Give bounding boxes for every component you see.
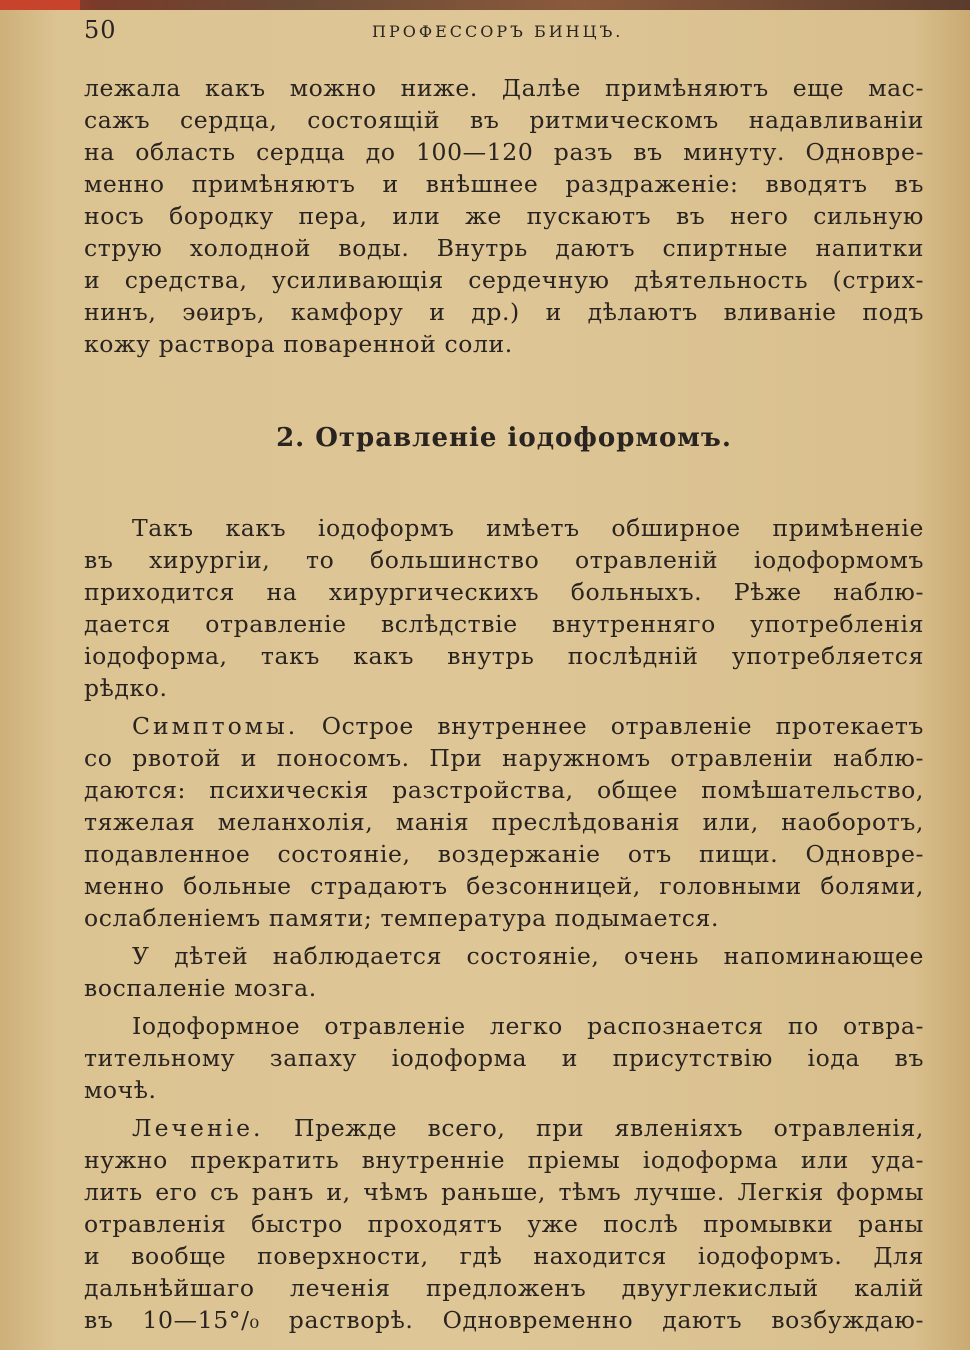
text-line: нужно прекратить внутренніе пріемы іодоформа или уда-: [84, 1146, 924, 1174]
text-line: нинъ, эѳиръ, камфору и др.) и дѣлаютъ вливаніе подъ: [84, 298, 924, 326]
text-line: [84, 1112, 924, 1144]
text-line: струю холодной воды. Внутрь даютъ спиртные напитки: [84, 234, 924, 262]
text-line: на область сердца до 100—120 разъ въ минуту. Одновре-: [84, 138, 924, 166]
text-line: воспаленіе мозга.: [84, 974, 317, 1002]
text-line: въ хирургіи, то большинство отравленій іодоформомъ: [84, 546, 924, 574]
text-line: даются: психическія разстройства, общее помѣшательство,: [84, 776, 924, 804]
page-top-edge: [0, 0, 970, 10]
section-title: 2. Отравленіе іодоформомъ.: [276, 423, 732, 453]
text-line: сажъ сердца, состоящій въ ритмическомъ надавливаніи: [84, 106, 924, 134]
text-line: дальнѣйшаго леченія предложенъ двууглекислый калій: [84, 1274, 924, 1302]
text-fragment: Острое внутреннее отравленіе протекаетъ: [298, 712, 924, 740]
symptoms-heading: Симптомы.: [132, 712, 299, 740]
text-line: [84, 710, 924, 742]
text-line: Такъ какъ іодоформъ имѣетъ обширное примѣненіе: [132, 514, 924, 542]
paragraph-diagnosis: [84, 1010, 924, 1106]
text-line: носъ бородку пера, или же пускаютъ въ него сильную: [84, 202, 924, 230]
running-head: ПРОФЕССОРЪ БИНЦЪ.: [372, 22, 624, 41]
paragraph-1: [84, 72, 924, 360]
text-line: менно больные страдаютъ безсонницей, головными болями,: [84, 872, 924, 900]
text-line: отравленія быстро проходятъ уже послѣ промывки раны: [84, 1210, 924, 1238]
text-line: со рвотой и поносомъ. При наружномъ отравленіи наблю-: [84, 744, 924, 772]
text-line: въ 10—15°/₀ растворѣ. Одновременно даютъ возбуждаю-: [84, 1306, 924, 1334]
text-fragment: Прежде всего, при явленіяхъ отравленія,: [263, 1114, 924, 1142]
text-line: приходится на хирургическихъ больныхъ. Рѣже наблю-: [84, 578, 924, 606]
page-number: 50: [84, 16, 117, 44]
text-line: тительному запаху іодоформа и присутствію іода въ: [84, 1044, 924, 1072]
treatment-heading: Леченіе.: [132, 1114, 264, 1142]
text-line: рѣдко.: [84, 674, 168, 702]
paragraph-treatment: [84, 1112, 924, 1336]
text-line: и вообще поверхности, гдѣ находится іодоформъ. Для: [84, 1242, 924, 1270]
text-line: лежала какъ можно ниже. Далѣе примѣняютъ еще мас-: [84, 74, 924, 102]
paragraph-2: [84, 512, 924, 704]
text-line: дается отравленіе вслѣдствіе внутренняго употребленія: [84, 610, 924, 638]
paragraph-symptoms: [84, 710, 924, 934]
text-line: іодоформа, такъ какъ внутрь послѣдній употребляется: [84, 642, 924, 670]
text-line: менно примѣняютъ и внѣшнее раздраженіе: вводятъ въ: [84, 170, 924, 198]
text-line: мочѣ.: [84, 1076, 157, 1104]
text-line: Іодоформное отравленіе легко распознается по отвра-: [132, 1012, 924, 1040]
page-header: [84, 14, 924, 48]
text-line: и средства, усиливающія сердечную дѣятельность (стрих-: [84, 266, 924, 294]
text-line: У дѣтей наблюдается состояніе, очень напоминающее: [132, 942, 924, 970]
page-body: [84, 72, 924, 1336]
text-line: лить его съ ранъ и, чѣмъ раньше, тѣмъ лучше. Легкія формы: [84, 1178, 924, 1206]
paragraph-children: [84, 940, 924, 1004]
text-line: тяжелая меланхолія, манія преслѣдованія или, наоборотъ,: [84, 808, 924, 836]
text-line: подавленное состояніе, воздержаніе отъ пищи. Одновре-: [84, 840, 924, 868]
text-line: кожу раствора поваренной соли.: [84, 330, 513, 358]
text-line: ослабленіемъ памяти; температура подымается.: [84, 904, 720, 932]
